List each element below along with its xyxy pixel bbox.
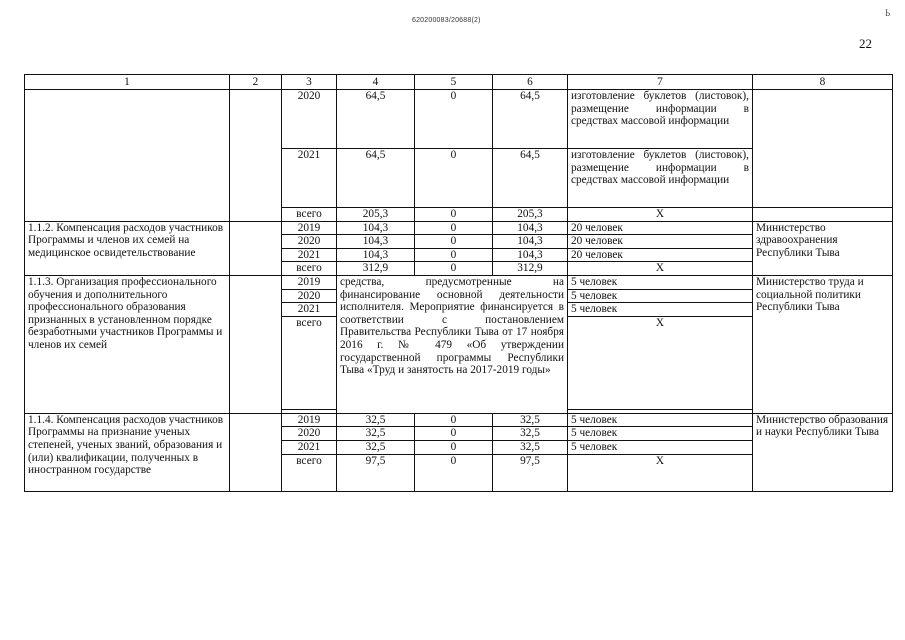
value-cell: 104,3 bbox=[337, 248, 415, 262]
year-cell: 2020 bbox=[282, 90, 337, 149]
scan-mark: Ь bbox=[885, 8, 891, 18]
year-cell: 2019 bbox=[282, 275, 337, 289]
year-cell: 2020 bbox=[282, 427, 337, 441]
table-row bbox=[25, 90, 893, 149]
value-cell: 0 bbox=[415, 248, 493, 262]
executor-cell: Министерство образования и науки Республики Тыва bbox=[753, 413, 893, 491]
column-header: 8 bbox=[753, 75, 893, 90]
value-cell: 32,5 bbox=[337, 427, 415, 441]
indicator-cell: X bbox=[568, 262, 753, 276]
value-cell: 32,5 bbox=[493, 427, 568, 441]
value-cell: 0 bbox=[415, 440, 493, 454]
value-cell: 32,5 bbox=[337, 413, 415, 427]
executor-cell: Министерство труда и социальной политики Республики Тыва bbox=[753, 275, 893, 413]
value-cell: 0 bbox=[415, 149, 493, 208]
cell-empty bbox=[230, 413, 282, 491]
year-cell: 2019 bbox=[282, 413, 337, 427]
value-cell: 205,3 bbox=[493, 208, 568, 222]
table-row bbox=[25, 221, 893, 235]
indicator-cell: X bbox=[568, 208, 753, 222]
value-cell: 312,9 bbox=[493, 262, 568, 276]
column-header: 3 bbox=[282, 75, 337, 90]
year-cell: всего bbox=[282, 454, 337, 491]
value-cell: 104,3 bbox=[337, 235, 415, 249]
indicator-cell: 5 человек bbox=[568, 275, 753, 289]
value-cell: 97,5 bbox=[337, 454, 415, 491]
value-cell: 0 bbox=[415, 235, 493, 249]
value-cell: 32,5 bbox=[493, 413, 568, 427]
value-cell: 0 bbox=[415, 262, 493, 276]
column-header: 5 bbox=[415, 75, 493, 90]
page-number: 22 bbox=[859, 36, 872, 51]
year-cell: 2021 bbox=[282, 248, 337, 262]
value-cell: 104,3 bbox=[493, 235, 568, 249]
value-cell: 104,3 bbox=[337, 221, 415, 235]
year-cell: всего bbox=[282, 262, 337, 276]
column-header: 4 bbox=[337, 75, 415, 90]
indicator-cell: X bbox=[568, 454, 753, 491]
year-cell: 2020 bbox=[282, 235, 337, 249]
value-cell: 0 bbox=[415, 427, 493, 441]
year-cell: 2020 bbox=[282, 289, 337, 303]
value-cell: 32,5 bbox=[493, 440, 568, 454]
indicator-cell: 5 человек bbox=[568, 413, 753, 427]
value-cell: 64,5 bbox=[493, 90, 568, 149]
activity-cell bbox=[25, 90, 230, 222]
year-cell: 2021 bbox=[282, 303, 337, 317]
value-cell: 0 bbox=[415, 413, 493, 427]
indicator-cell: 5 человек bbox=[568, 427, 753, 441]
value-cell: 205,3 bbox=[337, 208, 415, 222]
value-cell: 104,3 bbox=[493, 248, 568, 262]
indicator-cell: 20 человек bbox=[568, 221, 753, 235]
header-row bbox=[25, 75, 893, 90]
column-header: 1 bbox=[25, 75, 230, 90]
table-row bbox=[25, 413, 893, 427]
table-row bbox=[25, 275, 893, 289]
value-cell: 0 bbox=[415, 90, 493, 149]
indicator-cell: 5 человек bbox=[568, 289, 753, 303]
financing-note: средства, предусмотренные на финансирование основной деятельности исполнителя. Мероприятие финансируется в соответствии с постановлением Правительства Республики Тыва от 17 ноября 2016 г. № 479 «Об утверждении государственной программы Республики Тыва «Труд и занятость на 2017-2019 годы» bbox=[337, 275, 568, 413]
year-cell: всего bbox=[282, 208, 337, 222]
column-header: 2 bbox=[230, 75, 282, 90]
value-cell: 104,3 bbox=[493, 221, 568, 235]
indicator-cell: 20 человек bbox=[568, 235, 753, 249]
year-cell: 2019 bbox=[282, 221, 337, 235]
value-cell: 312,9 bbox=[337, 262, 415, 276]
indicator-cell: X bbox=[568, 316, 753, 409]
executor-cell: Министерство здравоохранения Республики Тыва bbox=[753, 221, 893, 275]
executor-cell bbox=[753, 90, 893, 208]
column-header: 7 bbox=[568, 75, 753, 90]
value-cell: 0 bbox=[415, 208, 493, 222]
column-header: 6 bbox=[493, 75, 568, 90]
activity-cell: 1.1.3. Организация профессионального обучения и дополнительного профессионального образования признанных в установленном порядке безработными участников Программы и членов их семей bbox=[25, 275, 230, 413]
value-cell: 0 bbox=[415, 221, 493, 235]
cell-empty bbox=[230, 221, 282, 275]
indicator-cell: изготовление буклетов (листовок), размещение информации в средствах массовой информации bbox=[568, 90, 753, 149]
indicator-cell: 20 человек bbox=[568, 248, 753, 262]
indicator-cell: изготовление буклетов (листовок), размещение информации в средствах массовой информации bbox=[568, 149, 753, 208]
indicator-cell: 5 человек bbox=[568, 440, 753, 454]
value-cell: 0 bbox=[415, 454, 493, 491]
cell-empty bbox=[230, 275, 282, 413]
year-cell: 2021 bbox=[282, 440, 337, 454]
value-cell: 32,5 bbox=[337, 440, 415, 454]
value-cell: 64,5 bbox=[337, 90, 415, 149]
activity-cell: 1.1.4. Компенсация расходов участников Программы на признание ученых степеней, ученых званий, образования и (или) квалификации, полученных в иностранном государстве bbox=[25, 413, 230, 491]
indicator-cell: 5 человек bbox=[568, 303, 753, 317]
activity-cell: 1.1.2. Компенсация расходов участников Программы и членов их семей на медицинское освидетельствование bbox=[25, 221, 230, 275]
cell-empty bbox=[230, 90, 282, 222]
value-cell: 64,5 bbox=[493, 149, 568, 208]
executor-cell bbox=[753, 208, 893, 222]
year-cell: 2021 bbox=[282, 149, 337, 208]
year-cell: всего bbox=[282, 316, 337, 409]
document-stamp: 620200083/20688(2) bbox=[412, 17, 481, 24]
value-cell: 97,5 bbox=[493, 454, 568, 491]
value-cell: 64,5 bbox=[337, 149, 415, 208]
program-table bbox=[24, 74, 893, 492]
